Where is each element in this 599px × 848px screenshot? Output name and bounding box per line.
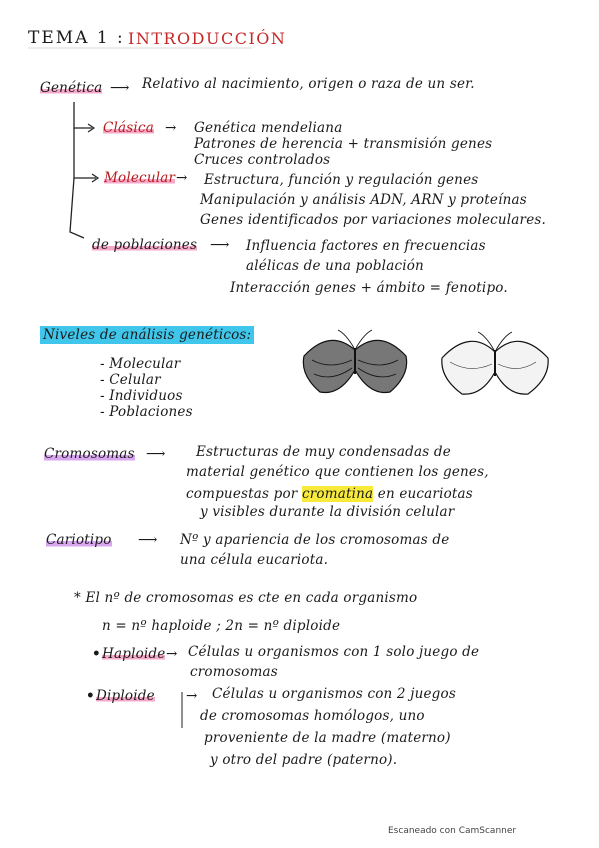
branch-connector-poblaciones (70, 178, 84, 238)
butterfly-light-icon (442, 332, 548, 394)
term-cromatina: cromatina (301, 486, 374, 502)
bullet-icon: • (92, 646, 101, 662)
diploide-line: Células u organismos con 2 juegos (212, 686, 456, 702)
term-cromosomas: Cromosomas (44, 446, 135, 462)
arrow-icon: → (176, 170, 188, 186)
niveles-item: - Molecular (100, 356, 181, 372)
page-title: INTRODUCCIÓN (128, 29, 287, 48)
genetica-definition: Relativo al nacimiento, origen o raza de un ser. (142, 76, 475, 92)
arrow-icon: → (186, 688, 198, 704)
cromosomas-line: y visibles durante la división celular (200, 504, 455, 520)
term-diploide: Diploide (96, 688, 155, 704)
diploide-line: de cromosomas homólogos, uno (200, 708, 425, 724)
tema-label: TEMA 1 : (28, 28, 125, 48)
term-haploide: Haploide (102, 646, 166, 662)
arrow-icon: ⟶ (146, 446, 166, 462)
term-genetica: Genética (40, 80, 103, 96)
arrow-icon: ⟶ (210, 237, 230, 253)
diploide-line: y otro del padre (paterno). (210, 752, 398, 768)
formula-note: n = nº haploide ; 2n = nº diploide (102, 618, 341, 634)
clasica-line: Genética mendeliana (194, 120, 343, 136)
term-molecular: Molecular (104, 170, 176, 186)
butterfly-dark-icon (303, 330, 406, 393)
arrow-icon: → (166, 646, 178, 662)
niveles-title: Niveles de análisis genéticos: (40, 326, 254, 344)
poblaciones-line: Interacción genes + ámbito = fenotipo. (230, 280, 508, 296)
cromosomas-line3-post: en eucariotas (377, 486, 473, 502)
bullet-icon: • (86, 688, 95, 704)
niveles-item: - Individuos (100, 388, 183, 404)
arrow-icon: ⟶ (138, 532, 158, 548)
molecular-line: Estructura, función y regulación genes (204, 172, 479, 188)
term-clasica: Clásica (103, 120, 154, 136)
branch-connector-molecular (74, 128, 96, 178)
clasica-line: Cruces controlados (194, 152, 331, 168)
cariotipo-line: Nº y apariencia de los cromosomas de (180, 532, 450, 548)
cromosomas-line3-pre: compuestas por (186, 486, 298, 502)
niveles-item: - Celular (100, 372, 161, 388)
haploide-line: Células u organismos con 1 solo juego de (188, 644, 480, 660)
cromosomas-line (186, 486, 473, 502)
star-note: * El nº de cromosomas es cte en cada organismo (74, 590, 418, 606)
term-cariotipo: Cariotipo (46, 532, 112, 548)
term-poblaciones: de poblaciones (92, 237, 198, 253)
molecular-line: Manipulación y análisis ADN, ARN y proteínas (200, 192, 527, 208)
poblaciones-line: alélicas de una población (246, 258, 424, 274)
clasica-line: Patrones de herencia + transmisión genes (194, 136, 493, 152)
arrow-icon: ⟶ (110, 80, 130, 96)
cromosomas-line: Estructuras de muy condensadas de (196, 444, 451, 460)
poblaciones-line: Influencia factores en frecuencias (246, 238, 486, 254)
haploide-line: cromosomas (190, 664, 278, 680)
cariotipo-line: una célula eucariota. (180, 552, 329, 568)
molecular-line: Genes identificados por variaciones moleculares. (200, 212, 547, 228)
arrow-icon: → (165, 120, 177, 136)
branch-connector-clasica (74, 102, 92, 128)
niveles-item: - Poblaciones (100, 404, 193, 420)
scanner-watermark: Escaneado con CamScanner (388, 826, 517, 836)
diploide-line: proveniente de la madre (materno) (204, 730, 451, 746)
cromosomas-line: material genético que contienen los genes, (186, 464, 489, 480)
